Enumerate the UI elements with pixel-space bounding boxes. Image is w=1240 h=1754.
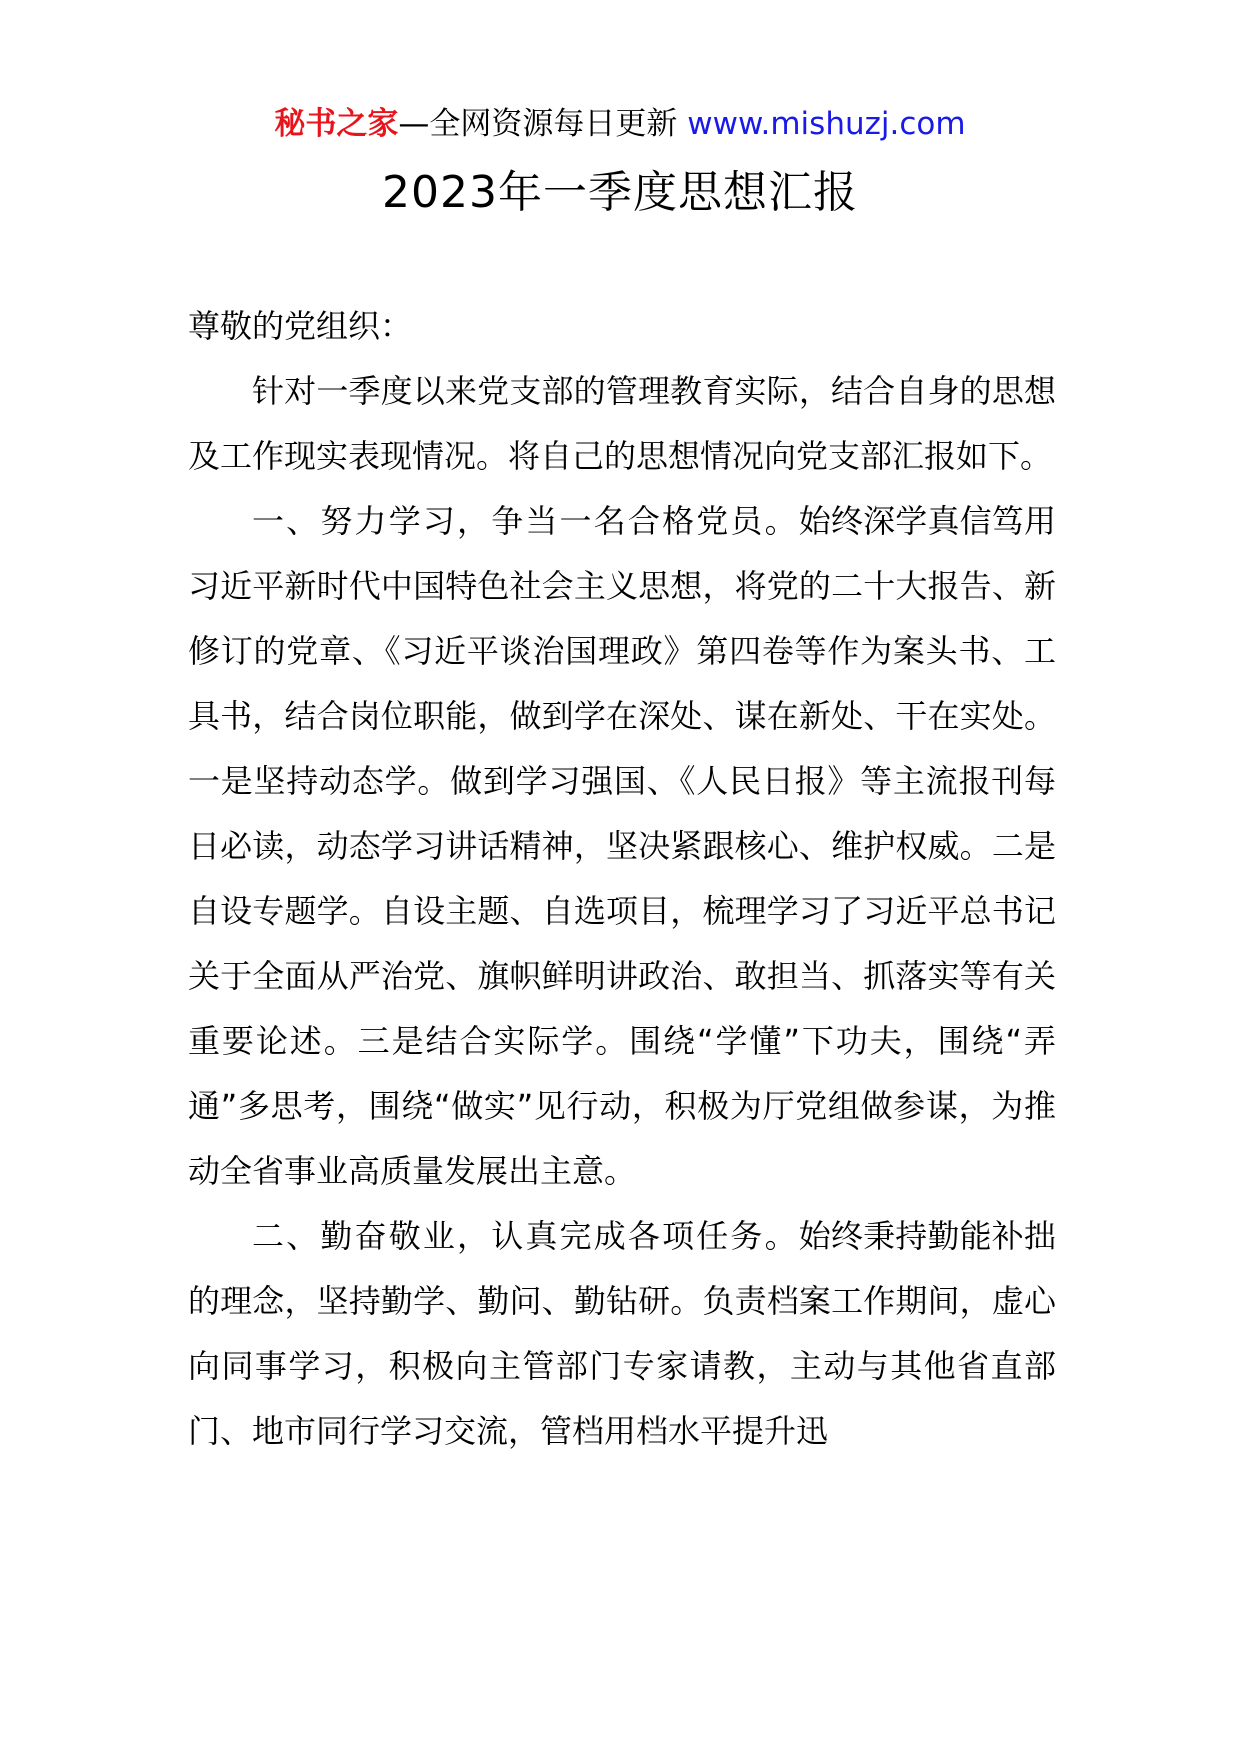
header-slogan: —全网资源每日更新 <box>398 106 678 142</box>
intro-paragraph: 针对一季度以来党支部的管理教育实际，结合自身的思想及工作现实表现情况。将自己的思想情况向党支部汇报如下。 <box>188 372 1056 475</box>
section-2-body: 始终秉持勤能补拙的理念，坚持勤学、勤问、勤钻研。负责档案工作期间，虚心向同事学习，积极向主管部门专家请教，主动与其他省直部门、地市同行学习交流，管档用档水平提升迅 <box>188 1217 1056 1450</box>
site-header <box>0 102 1240 146</box>
site-url-link[interactable]: www.mishuzj.com <box>687 106 966 142</box>
section-1-paragraph <box>188 489 1056 1204</box>
document-title: 2023年一季度思想汇报 <box>382 167 858 218</box>
section-1-body: 始终深学真信笃用习近平新时代中国特色社会主义思想，将党的二十大报告、新修订的党章、《习近平谈治国理政》第四卷等作为案头书、工具书，结合岗位职能，做到学在深处、谋在新处、干在实处。一是坚持动态学。做到学习强国、《人民日报》等主流报刊每日必读，动态学习讲话精神，坚决紧跟核心、维护权威。二是自设专题学。自设主题、自选项目，梳理学习了习近平总书记关于全面从严治党、旗帜鲜明讲政治、敢担当、抓落实等有关重要论述。三是结合实际学。围绕“学懂”下功夫，围绕“弄通”多思考，围绕“做实”见行动，积极为厅党组做参谋，为推动全省事业高质量发展出主意。 <box>188 502 1056 1190</box>
salutation: 尊敬的党组织： <box>188 307 413 345</box>
section-1-heading: 一、努力学习，争当一名合格党员。 <box>252 502 799 540</box>
document-body <box>188 294 1056 1464</box>
section-2-paragraph <box>188 1204 1056 1464</box>
brand-name: 秘书之家 <box>274 106 399 142</box>
section-2-heading: 二、勤奋敬业，认真完成各项任务。 <box>252 1217 799 1255</box>
